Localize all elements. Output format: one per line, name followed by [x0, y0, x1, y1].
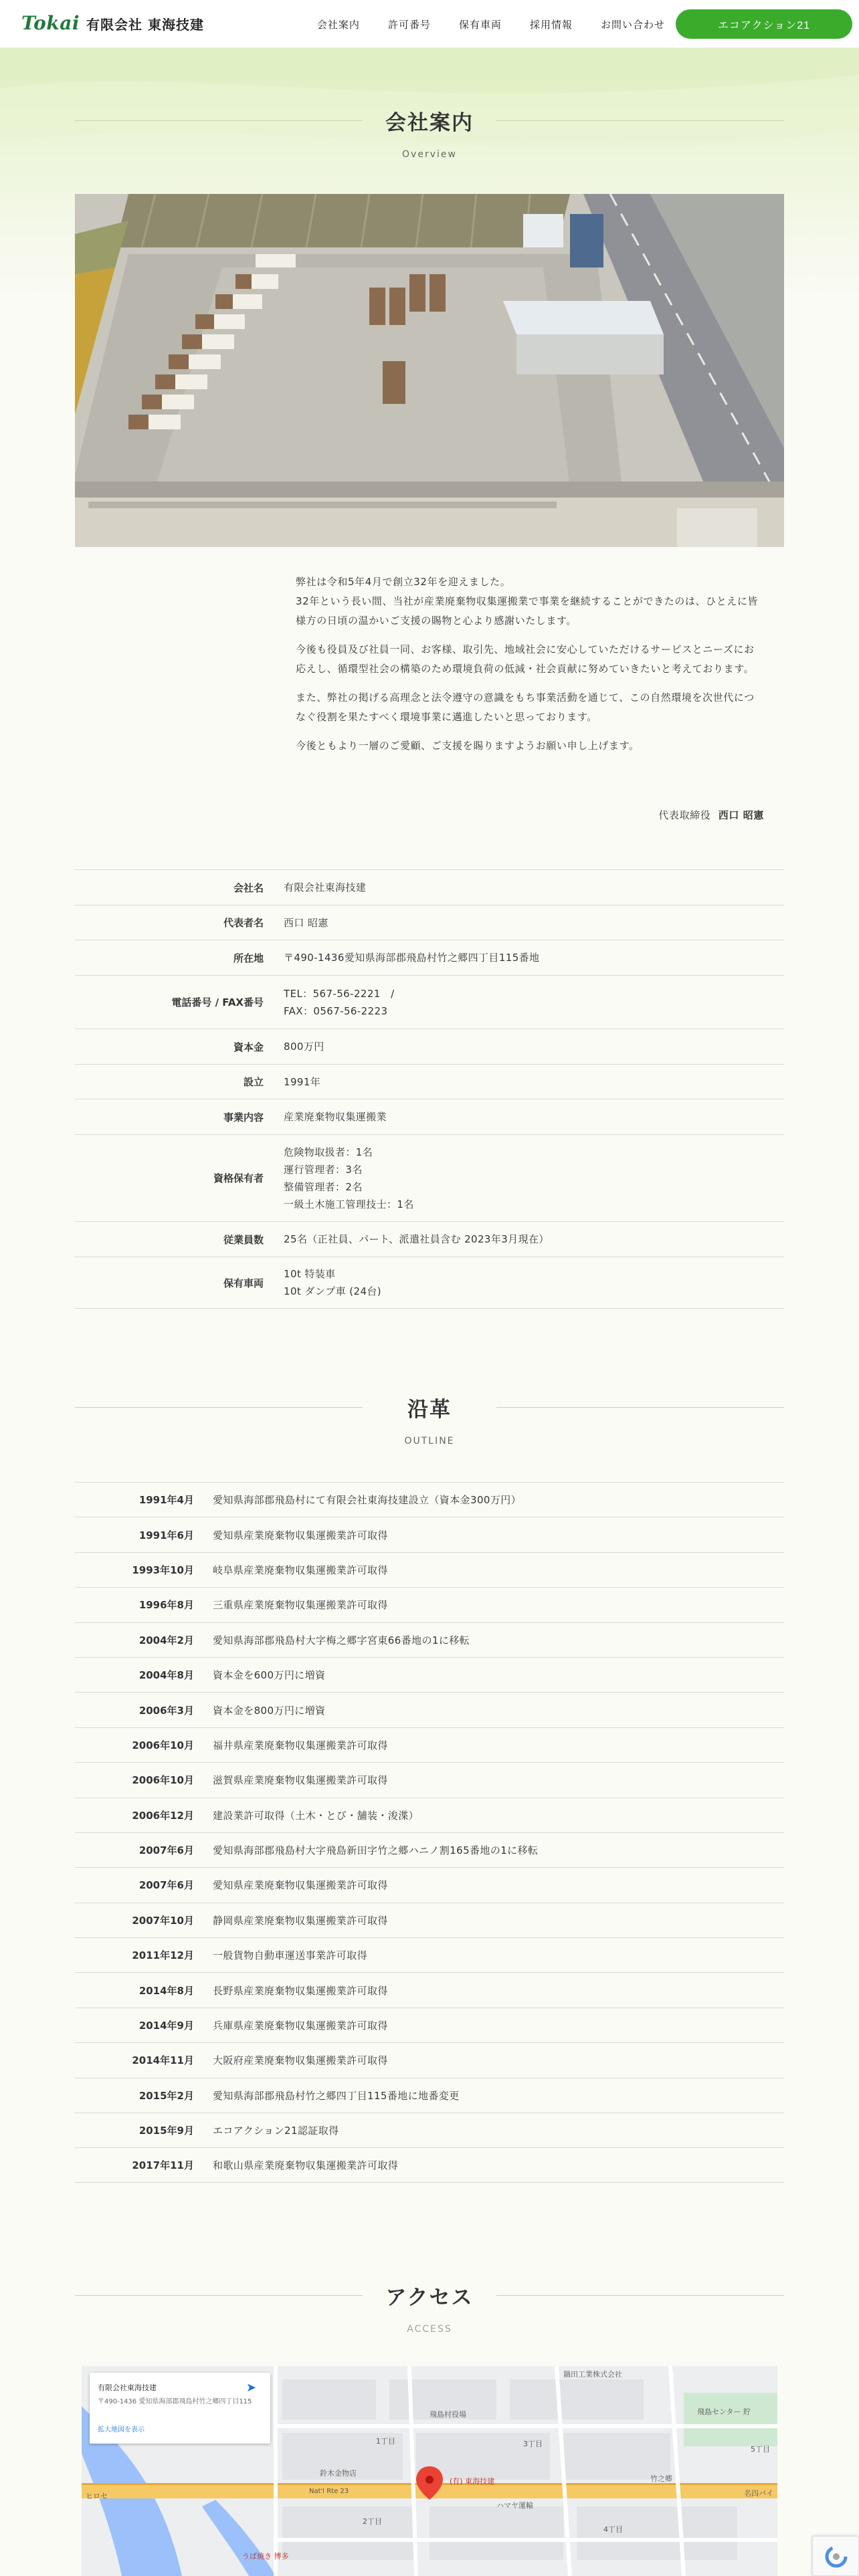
history-row — [75, 1832, 784, 1867]
info-label: 資本金 — [233, 1041, 264, 1053]
heading-line-right — [496, 120, 784, 121]
info-value-line: 10t 特装車 — [284, 1268, 336, 1280]
history-date: 2007年6月 — [138, 1879, 194, 1892]
history-row — [75, 1762, 784, 1797]
history-date: 2007年6月 — [138, 1844, 194, 1857]
history-date: 2011年12月 — [132, 1949, 194, 1962]
info-label: 会社名 — [233, 881, 264, 894]
map-label-chome-3: 3丁目 — [523, 2440, 543, 2448]
history-text: 愛知県海部郡飛島村大字梅之郷字宮東66番地の1に移転 — [213, 1634, 470, 1646]
history-row — [75, 1657, 784, 1692]
history-row — [75, 1867, 784, 1902]
history-heading — [75, 1392, 784, 1446]
company-aerial-photo — [75, 194, 784, 547]
history-date: 2004年2月 — [138, 1634, 194, 1646]
history-row — [75, 2008, 784, 2042]
info-value-line: 有限会社東海技建 — [284, 881, 367, 893]
history-text: 愛知県産業廃棄物収集運搬業許可取得 — [213, 1529, 388, 1541]
history-row — [75, 1552, 784, 1587]
history-text: 愛知県産業廃棄物収集運搬業許可取得 — [213, 1879, 388, 1892]
history-text: 兵庫県産業廃棄物収集運搬業許可取得 — [213, 2020, 388, 2032]
info-value — [264, 1029, 784, 1064]
info-value-line: 一級土木施工管理技士：1名 — [284, 1198, 414, 1210]
info-value-line: 産業廃棄物収集運搬業 — [284, 1111, 387, 1123]
map-label-udon: うば焼き 博多 — [242, 2552, 289, 2561]
history-text: 建設業許可取得（土木・とび・舗装・浚渫） — [213, 1809, 419, 1822]
history-text: 三重県産業廃棄物収集運搬業許可取得 — [213, 1599, 388, 1612]
message-paragraph-4: 今後ともより一層のご愛顧、ご支援を賜りますようお願い申し上げます。 — [296, 740, 640, 752]
history-date: 1991年6月 — [138, 1529, 194, 1541]
info-value — [264, 976, 784, 1029]
history-date: 2006年10月 — [132, 1739, 194, 1751]
history-text: 愛知県海部郡飛島村にて有限会社東海技建設立（資本金300万円） — [213, 1494, 522, 1507]
info-value — [264, 905, 784, 940]
recaptcha-icon — [813, 2537, 859, 2576]
history-text: 愛知県海部郡飛島村大字飛島新田字竹之郷ハニノ割165番地の1に移転 — [213, 1844, 539, 1857]
history-row — [75, 1692, 784, 1727]
history-date: 1991年4月 — [138, 1494, 194, 1507]
info-value-line: 運行管理者：3名 — [284, 1163, 363, 1176]
map-label-takenogo: 竹之郷 — [650, 2474, 672, 2483]
info-row — [75, 975, 784, 1029]
message-paragraph-1: 弊社は令和5年4月で創立32年を迎えました。 32年という長い間、当社が産業廃棄物収集運搬業で事業を継続することができたのは、ひとえに皆様方の日頃の温かいご支援の賜物と心より感謝いたします。 — [296, 576, 759, 627]
history-row — [75, 1903, 784, 1937]
history-row — [75, 1798, 784, 1832]
info-value — [264, 1065, 784, 1099]
info-value — [264, 1135, 784, 1221]
history-date: 1996年8月 — [138, 1599, 194, 1612]
info-label: 事業内容 — [223, 1111, 264, 1123]
info-row — [75, 940, 784, 975]
logo-mark: Tokai — [21, 12, 80, 34]
nav-recruit[interactable]: 採用情報 — [529, 18, 573, 31]
nav-company[interactable]: 会社案内 — [316, 18, 360, 31]
history-text: 資本金を800万円に増資 — [213, 1704, 326, 1717]
info-value-line: 10t ダンプ車 (24台) — [284, 1285, 382, 1297]
info-row — [75, 1134, 784, 1221]
history-row — [75, 1972, 784, 2007]
history-text: 福井県産業廃棄物収集運搬業許可取得 — [213, 1739, 388, 1751]
info-value-line: 西口 昭憲 — [284, 916, 328, 929]
aerial-photo-illustration — [75, 194, 784, 547]
history-text: 資本金を600万円に増資 — [213, 1669, 326, 1682]
access-subtitle: ACCESS — [407, 2324, 452, 2335]
site-header — [0, 0, 859, 48]
info-value — [264, 870, 784, 905]
history-date: 2015年9月 — [138, 2125, 194, 2137]
history-row — [75, 1517, 784, 1551]
heading-line-right — [496, 2295, 784, 2296]
info-label: 設立 — [243, 1076, 264, 1088]
info-label: 電話番号 / FAX番号 — [171, 996, 264, 1008]
recaptcha-badge[interactable] — [812, 2536, 859, 2576]
history-row — [75, 1727, 784, 1762]
map-label-eco: 飛島センター 貯 — [697, 2407, 751, 2416]
history-text: 大阪府産業廃棄物収集運搬業許可取得 — [213, 2054, 388, 2067]
map-card-title: 有限会社東海技建 — [98, 2383, 157, 2392]
map-label-bank: 鈴木金物店 — [320, 2469, 357, 2478]
info-label: 所在地 — [233, 952, 264, 964]
map-label-factory: 鍋田工業株式会社 — [563, 2370, 622, 2379]
nav-vehicles[interactable]: 保有車両 — [458, 18, 502, 31]
history-date: 2014年9月 — [138, 2020, 194, 2032]
overview-subtitle: Overview — [402, 149, 457, 160]
map-card-address: 〒490-1436 愛知県海部郡飛島村竹之郷四丁目115 — [98, 2398, 252, 2405]
history-text: 岐阜県産業廃棄物収集運搬業許可取得 — [213, 1564, 388, 1576]
nav-contact[interactable]: お問い合わせ — [600, 18, 665, 31]
heading-line-left — [75, 120, 363, 121]
history-row — [75, 2113, 784, 2147]
history-date: 2014年8月 — [138, 1984, 194, 1997]
history-row — [75, 1587, 784, 1622]
history-date: 2006年3月 — [138, 1704, 194, 1717]
history-date: 2015年2月 — [138, 2089, 194, 2102]
history-text: エコアクション21認証取得 — [213, 2125, 339, 2137]
info-label: 保有車両 — [223, 1277, 264, 1289]
history-text: 和歌山県産業廃棄物収集運搬業許可取得 — [213, 2159, 399, 2172]
info-row — [75, 1221, 784, 1257]
history-row — [75, 1482, 784, 1517]
info-value-line: 25名（正社員、パート、派遣社員含む 2023年3月現在） — [284, 1233, 549, 1245]
info-row — [75, 1029, 784, 1064]
eco-action-button[interactable]: エコアクション21 — [676, 9, 852, 39]
history-date: 2014年11月 — [132, 2054, 194, 2067]
history-table — [75, 1482, 784, 2183]
message-paragraph-2: 今後も役員及び社員一同、お客様、取引先、地域社会に安心していただけるサービスとニーズにお応えし、循環型社会の構築のため環境負荷の低減・社会貢献に努めていきたいと考えております。 — [296, 643, 755, 675]
nav-license[interactable]: 許可番号 — [387, 18, 431, 31]
map-label-chome-1: 1丁目 — [376, 2437, 395, 2446]
info-row — [75, 1257, 784, 1309]
info-value — [264, 1257, 784, 1308]
info-value — [264, 940, 784, 975]
info-value — [264, 1099, 784, 1134]
site-logo[interactable] — [21, 12, 204, 34]
history-row — [75, 1622, 784, 1657]
info-label: 代表者名 — [223, 917, 264, 929]
info-value-line: 800万円 — [284, 1041, 324, 1053]
map-label-route: Nat'l Rte 23 — [309, 2488, 349, 2495]
map-info-card — [90, 2373, 270, 2444]
history-date: 2006年12月 — [132, 1809, 194, 1822]
signature — [658, 808, 764, 822]
map-label-hirose: ヒロセ — [86, 2492, 108, 2500]
message-paragraph-3: また、弊社の掲げる高理念と法令遵守の意識をもち事業活動を通じて、この自然環境を次世代につなぐ役割を果たすべく環境事業に邁進したいと思っております。 — [296, 691, 755, 723]
access-map[interactable] — [82, 2366, 777, 2576]
info-row — [75, 1099, 784, 1134]
map-label-pin: (有) 東海技建 — [450, 2477, 495, 2486]
history-text: 長野県産業廃棄物収集運搬業許可取得 — [213, 1984, 388, 1997]
history-date: 2007年10月 — [132, 1914, 194, 1927]
signature-name: 西口 昭憲 — [718, 809, 764, 821]
info-value-line: FAX：0567-56-2223 — [284, 1004, 388, 1017]
history-row — [75, 2078, 784, 2113]
heading-line-right — [496, 1407, 784, 1408]
overview-heading — [75, 106, 784, 160]
info-value-line: 1991年 — [284, 1075, 321, 1088]
info-label: 従業員数 — [223, 1233, 264, 1246]
info-row — [75, 869, 784, 905]
map-enlarge-link[interactable]: 拡大地図を表示 — [98, 2426, 145, 2434]
access-heading — [75, 2280, 784, 2335]
signature-role: 代表取締役 — [658, 809, 711, 821]
logo-company-name: 有限会社 東海技建 — [86, 17, 204, 33]
history-row — [75, 2042, 784, 2077]
history-text: 滋賀県産業廃棄物収集運搬業許可取得 — [213, 1774, 388, 1787]
map-label-nagoya: 名四バイ — [744, 2489, 773, 2498]
info-row — [75, 1064, 784, 1099]
heading-line-left — [75, 2295, 363, 2296]
map-label-chome-5: 5丁目 — [751, 2445, 770, 2454]
history-title: 沿革 — [407, 1398, 452, 1422]
company-info-table — [75, 869, 784, 1309]
history-date: 1993年10月 — [132, 1564, 194, 1576]
info-value-line: 整備管理者：2名 — [284, 1180, 363, 1193]
info-value — [264, 1222, 784, 1257]
history-row — [75, 1937, 784, 1972]
history-date: 2006年10月 — [132, 1774, 194, 1787]
map-label-chome-2: 2丁目 — [363, 2517, 382, 2526]
info-value-line: 危険物取扱者：1名 — [284, 1146, 373, 1158]
main-nav — [289, 0, 665, 48]
history-date: 2004年8月 — [138, 1669, 194, 1682]
history-text: 一般貨物自動車運送事業許可取得 — [213, 1949, 368, 1962]
map-label-hamaya: ハマヤ運輸 — [496, 2501, 533, 2510]
greeting-message — [296, 572, 764, 765]
map-label-chome-4: 4丁目 — [603, 2525, 623, 2534]
info-label: 資格保有者 — [213, 1172, 264, 1184]
access-title: アクセス — [385, 2286, 474, 2310]
history-text: 静岡県産業廃棄物収集運搬業許可取得 — [213, 1914, 388, 1927]
info-row — [75, 905, 784, 940]
directions-icon[interactable]: ➤ — [246, 2381, 257, 2395]
map-label-office: 飛島村役場 — [430, 2410, 466, 2419]
overview-title: 会社案内 — [385, 111, 474, 135]
heading-line-left — [75, 1407, 363, 1408]
history-subtitle: OUTLINE — [404, 1436, 455, 1446]
info-value-line: TEL：567-56-2221 / — [284, 987, 395, 1000]
info-value-line: 〒490-1436愛知県海部郡飛島村竹之郷四丁目115番地 — [284, 952, 540, 964]
history-date: 2017年11月 — [132, 2159, 194, 2172]
history-text: 愛知県海部郡飛島村竹之郷四丁目115番地に地番変更 — [213, 2089, 460, 2102]
history-row — [75, 2147, 784, 2182]
